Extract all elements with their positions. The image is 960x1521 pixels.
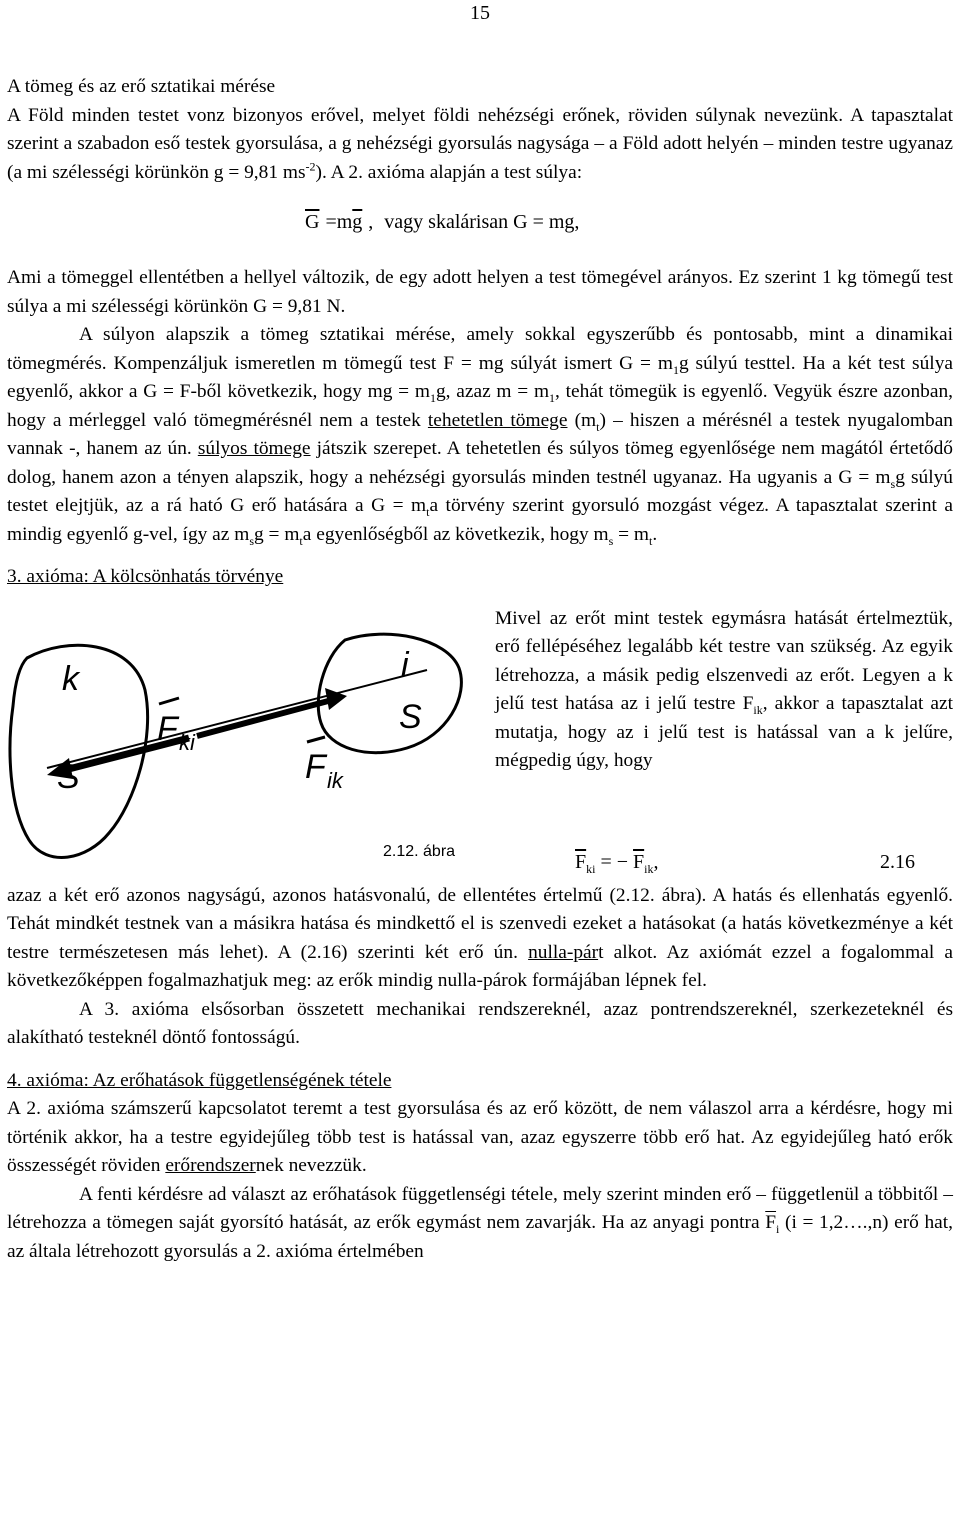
paragraph-interaction: Mivel az erőt mint testek egymásra hatását értelmeztük, erő fellépéséhez legalább két testre van szükség. Az egyik létrehozza, a másik pedig elszenvedi az erőt. Legyen a k jelű test hatása az i jelű testre $F_{ik}$, akkor a tapasztalat azt mutatja, hogy az i jelű test is hatással van a k jelűre, mégpedig úgy, hogy xyxy=(495,607,953,771)
paragraph-force-system: A 2. axióma számszerű kapcsolatot teremt a test gyorsulása és az erő között, de nem válaszol arra a kérdésre, hogy mi történik akkor, ha a testre egyidejűleg több test is hatással van, azaz egyszerre több erő hat. Az egyidejűleg ható erők összességét röviden erőrendszernek nevezzük. xyxy=(7,1098,953,1176)
equation-2-16 xyxy=(575,848,915,880)
label-k: k xyxy=(62,659,79,698)
section-title-text: A tömeg és az erő sztatikai mérése xyxy=(7,76,276,97)
paragraph-weight-location: Ami a tömeggel ellentétben a hellyel változik, de egy adott helyen a test tömegével arányos. Ez szerint 1 kg tömegű test súlya a mi szélességi körünkön G = 9,81 N. xyxy=(7,267,953,317)
page-content xyxy=(7,73,953,1266)
label-fik: F xyxy=(305,747,326,786)
label-s2: S xyxy=(399,697,422,736)
equation-number: 2.16 xyxy=(880,850,915,873)
equation-weight-vector: $\overline{G} =m\overline{g}$ , xyxy=(305,211,374,233)
label-fki-sub: ki xyxy=(179,729,195,755)
page-number: 15 xyxy=(470,2,490,24)
label-fik-sub: ik xyxy=(327,767,343,793)
paragraph-action-reaction: azaz a két erő azonos nagyságú, azonos hatásvonalú, de ellentétes értelmű (2.12. ábra). A hatás és ellenhatás egyenlő. Tehát mindkét testnek van a másikra hatása és mindkettő el is szenvedi ezeket a hatásokat (a hatás következménye a két testre természetesen más lehet). A (2.16) szerinti két erő ún. nulla-párt alkot. Az axiómát ezzel a fogalommal a következőképpen fogalmazhatjuk meg: az erők mindig nulla-párok formájában lépnek fel. xyxy=(7,884,953,991)
section-title-mass-force xyxy=(7,73,953,102)
section-title-axiom-3: 3. axióma: A kölcsönhatás törvénye xyxy=(7,566,284,587)
paragraph-independence: A fenti kérdésre ad választ az erőhatások függetlenségi tétele, mely szerint minden erő – függetlenül a többitől – létrehozza a tömegen saját gyorsító hatását, az erők egymást nem zavarják. Ha az anyagi pontra $\overline{F}_i$ (i = 1,2….,n) erő hat, az általa létrehozott gyorsulás a 2. axióma értelmében xyxy=(7,1183,953,1262)
section-title-axiom-4: 4. axióma: Az erőhatások függetlenségének tétele xyxy=(7,1069,392,1091)
label-s1: S xyxy=(57,757,80,796)
figure-row xyxy=(7,606,953,882)
paragraph-weight-intro: A Föld minden testet vonz bizonyos erővel, melyet földi nehézségi erőnek, röviden súlynak nevezünk. A tapasztalat szerint a szabadon eső testek gyorsulása, a g nehézségi gyorsulás nagysága – a Föld adott helyén – minden testre ugyanaz (a mi szélességi körünkön g = 9,81 $ms^{-2}$). A 2. axióma alapján a test súlya: xyxy=(7,104,953,183)
force-ik-arrow xyxy=(197,700,332,736)
label-i: i xyxy=(401,645,409,684)
paragraph-static-mass: A súlyon alapszik a tömeg sztatikai mérése, amely sokkal egyszerűbb és pontosabb, mint a dinamikai tömegmérés. Kompenzáljuk ismeretlen m tömegű test F = mg súlyát ismert $G = m_1g$ súlyú testtel. Ha a két test súlya egyenlő, akkor a G = F-ből következik, hogy mg = $m_1g$, azaz $m = m_1$, tehát tömegük is egyenlő. Vegyük észre azonban, hogy a mérleggel való tömegmérésnél nem a testek tehetetlen tömege $(m_t)$ – hiszen a mérésnél a testek nyugalomban vannak -, hanem az ún. súlyos tömege játszik szerepet. A tehetetlen és súlyos tömeg egyenlősége nem magától értetődő dolog, hanem azon a tényen alapszik, hogy a nehézségi gyorsulás minden testnél ugyanaz. Ha ugyanis a $G = m_sg$ súlyú testet elejtjük, az a rá ható G erő hatására a $G = m_ta$ törvény szerint gyorsuló mozgást végez. A tapasztalat szerint a mindig egyenlő g-vel, így az $m_sg = m_ta$ egyenlőségből az következik, hogy $m_s = m_t$. xyxy=(7,324,954,548)
equation-weight-scalar: vagy skalárisan G = mg, xyxy=(384,211,580,233)
equation-2-16-body: $\overline{F}_{ki}$ = − $\overline{F}_{ik}$, xyxy=(575,850,659,876)
equation-weight xyxy=(7,208,953,236)
paragraph-axiom-3-importance: A 3. axióma elsősorban összetett mechanikai rendszereknél, azaz pontrendszereknél, szerkezeteknél és alakítható testeknél döntő fontosságú. xyxy=(7,998,953,1048)
label-fki: F xyxy=(157,709,178,748)
figure-caption: 2.12. ábra xyxy=(383,842,456,860)
